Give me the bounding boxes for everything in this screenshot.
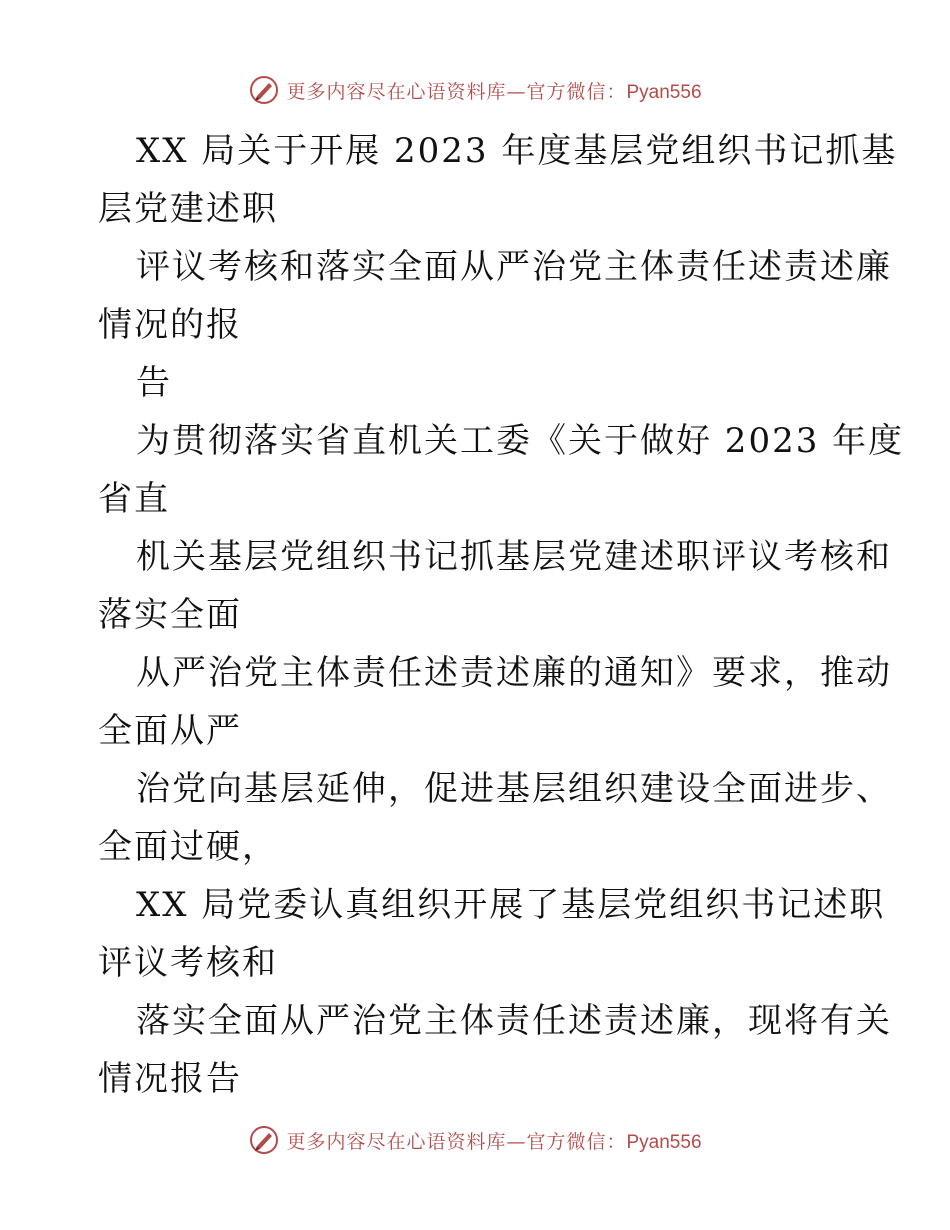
banner-cn-text: 更多内容尽在心语资料库—官方微信：	[286, 80, 627, 103]
document-body	[98, 122, 905, 1108]
paragraph-line: 治党向基层延伸，促进基层组织建设全面进步、	[136, 769, 892, 809]
footer-banner	[0, 1120, 950, 1160]
title-line-1: XX 局关于开展 2023 年度基层党组织书记抓基	[136, 131, 898, 171]
paragraph-line: 从严治党主体责任述责述廉的通知》要求，推动	[136, 653, 892, 693]
title-line-5: 告	[136, 363, 172, 403]
header-banner	[0, 70, 950, 110]
paragraph-line: 落实全面	[98, 595, 242, 635]
paragraph-line: XX 局党委认真组织开展了基层党组织书记述职	[136, 885, 886, 925]
banner-wechat-id: Pyan556	[626, 1131, 702, 1153]
title-line-2: 层党建述职	[98, 189, 278, 229]
paragraph-line: 机关基层党组织书记抓基层党建述职评议考核和	[136, 537, 892, 577]
paragraph-line: 评议考核和	[98, 943, 278, 983]
paragraph-line: 全面从严	[98, 711, 242, 751]
banner-text	[286, 77, 701, 104]
paragraph-line: 全面过硬，	[98, 827, 278, 867]
paragraph-line: 为贯彻落实省直机关工委《关于做好 2023 年度	[136, 421, 905, 461]
paragraph-line: 落实全面从严治党主体责任述责述廉，现将有关	[136, 1001, 892, 1041]
paragraph-line: 省直	[98, 479, 170, 519]
paragraph-line: 情况报告	[98, 1059, 242, 1099]
banner-text	[286, 1127, 701, 1154]
pen-seal-icon	[248, 1124, 280, 1156]
title-line-3: 评议考核和落实全面从严治党主体责任述责述廉	[136, 247, 892, 287]
pen-seal-icon	[248, 74, 280, 106]
banner-wechat-id: Pyan556	[626, 81, 702, 103]
title-line-4: 情况的报	[98, 305, 242, 345]
banner-cn-text: 更多内容尽在心语资料库—官方微信：	[286, 1130, 627, 1153]
